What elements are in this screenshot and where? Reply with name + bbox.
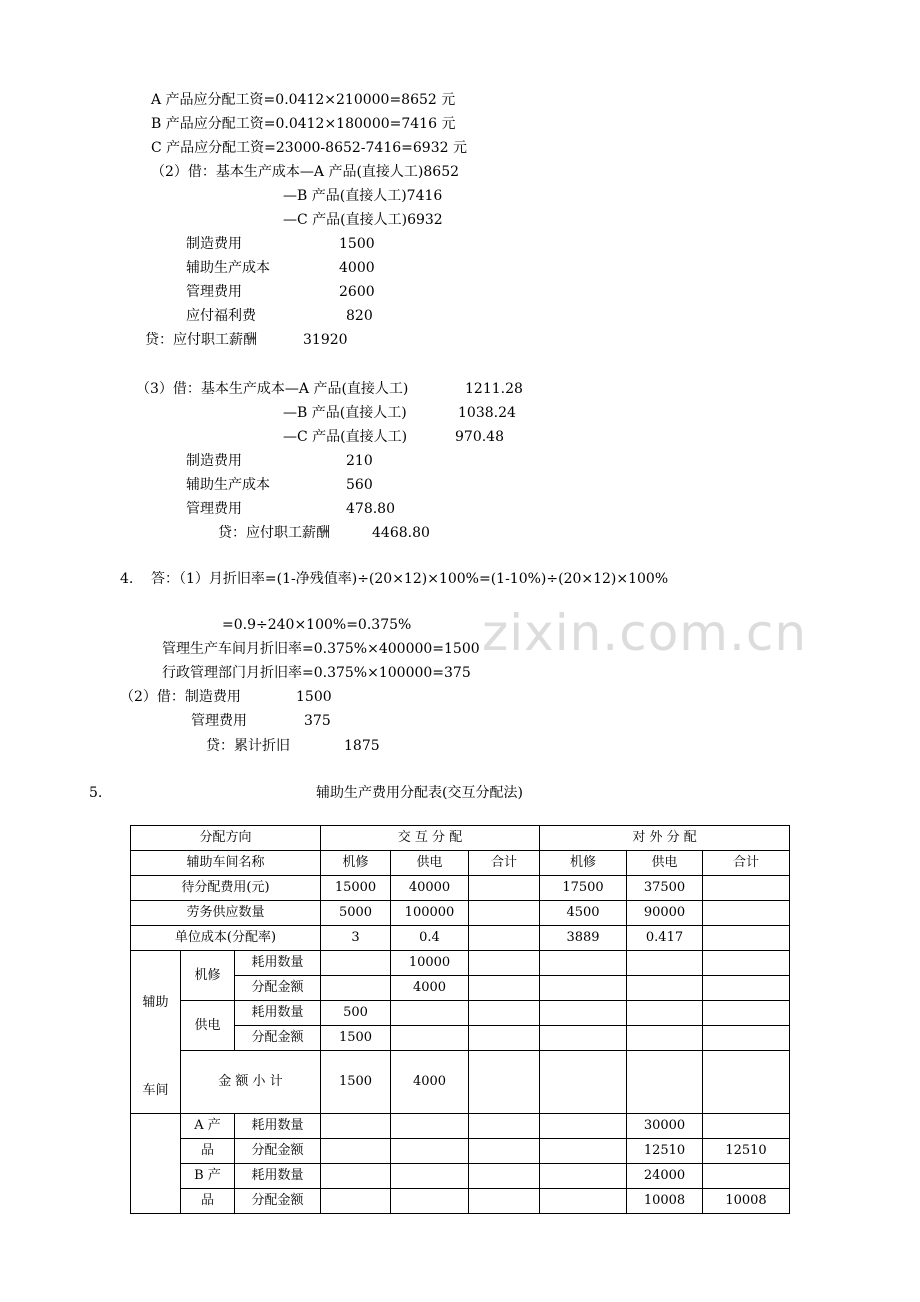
q4-number: 4. <box>120 571 134 587</box>
cell <box>540 1001 627 1026</box>
table-row <box>131 901 790 926</box>
subtotal-label: 金 额 小 计 <box>181 1051 321 1114</box>
cell: 100000 <box>391 901 469 926</box>
row-label-service-qty: 劳务供应数量 <box>131 901 321 926</box>
col-mutual-repair: 机修 <box>321 851 391 876</box>
cell: 12510 <box>703 1139 790 1164</box>
label-qty: 耗用数量 <box>235 951 321 976</box>
entry2-credit-value: 31920 <box>303 332 348 348</box>
q4-answer-line: 答：（1）月折旧率=(1-净残值率)÷(20×12)×100%=(1-10%)÷(20×12)×100% <box>151 571 669 587</box>
entry3-mfg-value: 210 <box>346 453 373 469</box>
cell <box>391 1189 469 1214</box>
header-external: 对 外 分 配 <box>540 826 790 851</box>
label-amount: 分配金额 <box>235 976 321 1001</box>
q4-debit-label: （2）借：制造费用 <box>120 689 241 705</box>
table-row <box>131 851 790 876</box>
cell <box>391 1001 469 1026</box>
entry2-mfg-value: 1500 <box>339 236 375 252</box>
cell: 4000 <box>391 976 469 1001</box>
cell: 10008 <box>627 1189 703 1214</box>
cell <box>469 1189 540 1214</box>
entry3-aux-label: 辅助生产成本 <box>186 477 270 493</box>
aux-group-label-top: 辅助 <box>142 995 169 1010</box>
cell <box>469 901 540 926</box>
col-external-repair: 机修 <box>540 851 627 876</box>
label-amount: 分配金额 <box>235 1139 321 1164</box>
cell <box>321 1114 391 1139</box>
q4-credit-value: 1875 <box>344 738 380 754</box>
entry2-c-line: —C 产品(直接人工)6932 <box>283 212 443 228</box>
q5-number: 5. <box>89 785 103 801</box>
entry3-mfg-label: 制造费用 <box>186 453 242 469</box>
q5-table-title: 辅助生产费用分配表(交互分配法) <box>316 785 523 801</box>
entry2-aux-value: 4000 <box>339 260 375 276</box>
cell: 4000 <box>391 1051 469 1114</box>
cell: 12510 <box>627 1139 703 1164</box>
dept-power: 供电 <box>181 1001 235 1051</box>
cell <box>469 1114 540 1139</box>
cell <box>703 876 790 901</box>
cell <box>469 1051 540 1114</box>
table-row <box>131 1001 790 1026</box>
aux-workshop-group <box>131 951 181 1114</box>
cell <box>469 876 540 901</box>
cell <box>321 1164 391 1189</box>
cell: 17500 <box>540 876 627 901</box>
entry2-welfare-label: 应付福利费 <box>186 308 256 324</box>
col-mutual-total: 合计 <box>469 851 540 876</box>
cell: 1500 <box>321 1026 391 1051</box>
cell <box>540 951 627 976</box>
cell <box>627 1026 703 1051</box>
cell <box>627 951 703 976</box>
product-b-label-bottom: 品 <box>181 1189 235 1214</box>
c-product-wage-line: C 产品应分配工资=23000-8652-7416=6932 元 <box>151 140 467 156</box>
entry2-mgmt-value: 2600 <box>339 284 375 300</box>
product-a-label-top: A 产 <box>181 1114 235 1139</box>
label-qty: 耗用数量 <box>235 1001 321 1026</box>
cell: 0.417 <box>627 926 703 951</box>
entry2-welfare-value: 820 <box>346 308 373 324</box>
cell <box>627 976 703 1001</box>
entry3-a-value: 1211.28 <box>465 381 523 397</box>
cell <box>321 1189 391 1214</box>
cell: 4500 <box>540 901 627 926</box>
cell <box>469 1001 540 1026</box>
header-direction: 分配方向 <box>131 826 321 851</box>
table-row <box>131 876 790 901</box>
label-qty: 耗用数量 <box>235 1164 321 1189</box>
table-row <box>131 951 790 976</box>
cell <box>703 1001 790 1026</box>
q4-mgmt-value: 375 <box>304 713 331 729</box>
entry3-credit-value: 4468.80 <box>372 525 430 541</box>
entry3-mgmt-value: 478.80 <box>346 501 395 517</box>
cell <box>703 901 790 926</box>
q4-result-line: =0.9÷240×100%=0.375% <box>222 617 412 633</box>
cell <box>391 1164 469 1189</box>
entry3-debit-line: （3）借：基本生产成本—A 产品(直接人工) <box>136 381 409 397</box>
entry2-mgmt-label: 管理费用 <box>186 284 242 300</box>
aux-group-label-bottom: 车间 <box>142 1083 169 1098</box>
cell <box>540 1139 627 1164</box>
watermark-text: zixin.com.cn <box>482 604 808 662</box>
cell <box>391 1114 469 1139</box>
cell <box>391 1139 469 1164</box>
cell: 37500 <box>627 876 703 901</box>
col-mutual-power: 供电 <box>391 851 469 876</box>
b-product-wage-line: B 产品应分配工资=0.0412×180000=7416 元 <box>151 116 456 132</box>
entry3-credit-label: 贷：应付职工薪酬 <box>218 525 330 541</box>
cell <box>540 1026 627 1051</box>
cell: 24000 <box>627 1164 703 1189</box>
cell <box>703 1114 790 1139</box>
cell: 30000 <box>627 1114 703 1139</box>
table-row <box>131 1189 790 1214</box>
table-row <box>131 1139 790 1164</box>
entry3-c-value: 970.48 <box>455 429 504 445</box>
entry2-b-line: —B 产品(直接人工)7416 <box>283 188 443 204</box>
cell <box>469 1139 540 1164</box>
cell: 3889 <box>540 926 627 951</box>
cell <box>540 1051 627 1114</box>
entry3-b-value: 1038.24 <box>458 405 516 421</box>
cell <box>540 1164 627 1189</box>
cell <box>321 1139 391 1164</box>
cell: 500 <box>321 1001 391 1026</box>
col-external-total: 合计 <box>703 851 790 876</box>
cell <box>321 976 391 1001</box>
cell <box>703 951 790 976</box>
entry3-c-line: —C 产品(直接人工) <box>283 429 408 445</box>
table-row <box>131 1114 790 1139</box>
cell: 10008 <box>703 1189 790 1214</box>
entry3-b-line: —B 产品(直接人工) <box>283 405 407 421</box>
cell: 40000 <box>391 876 469 901</box>
products-group <box>131 1114 181 1214</box>
cell: 0.4 <box>391 926 469 951</box>
cell <box>703 926 790 951</box>
cell: 1500 <box>321 1051 391 1114</box>
cell <box>469 926 540 951</box>
header-mutual: 交 互 分 配 <box>321 826 540 851</box>
cell <box>703 1051 790 1114</box>
cell <box>627 1001 703 1026</box>
table-row <box>131 1051 790 1114</box>
cell <box>540 1114 627 1139</box>
entry3-mgmt-label: 管理费用 <box>186 501 242 517</box>
cell: 5000 <box>321 901 391 926</box>
q4-workshop-line: 管理生产车间月折旧率=0.375%×400000=1500 <box>162 641 480 657</box>
product-a-label-bottom: 品 <box>181 1139 235 1164</box>
cell <box>627 1051 703 1114</box>
cell <box>469 976 540 1001</box>
dept-repair: 机修 <box>181 951 235 1001</box>
cell: 3 <box>321 926 391 951</box>
entry2-debit-line: （2）借：基本生产成本—A 产品(直接人工)8652 <box>151 164 460 180</box>
table-row <box>131 826 790 851</box>
cell <box>469 1026 540 1051</box>
cell: 15000 <box>321 876 391 901</box>
table-row <box>131 926 790 951</box>
row-label-unit-cost: 单位成本(分配率) <box>131 926 321 951</box>
product-b-label-top: B 产 <box>181 1164 235 1189</box>
cell <box>540 976 627 1001</box>
header-workshop: 辅助车间名称 <box>131 851 321 876</box>
entry3-aux-value: 560 <box>346 477 373 493</box>
cell <box>703 976 790 1001</box>
entry2-aux-label: 辅助生产成本 <box>186 260 270 276</box>
q4-debit-value: 1500 <box>296 689 332 705</box>
q4-admin-line: 行政管理部门月折旧率=0.375%×100000=375 <box>162 665 471 681</box>
cell <box>391 1026 469 1051</box>
entry2-credit-label: 贷：应付职工薪酬 <box>145 332 257 348</box>
label-amount: 分配金额 <box>235 1189 321 1214</box>
q4-mgmt-label: 管理费用 <box>191 713 247 729</box>
cell <box>469 951 540 976</box>
cell <box>703 1026 790 1051</box>
allocation-table <box>130 825 790 1214</box>
entry2-mfg-label: 制造费用 <box>186 236 242 252</box>
cell: 10000 <box>391 951 469 976</box>
cell: 90000 <box>627 901 703 926</box>
q4-credit-label: 贷：累计折旧 <box>206 738 290 754</box>
cell <box>469 1164 540 1189</box>
label-amount: 分配金额 <box>235 1026 321 1051</box>
table-row <box>131 1164 790 1189</box>
row-label-cost: 待分配费用(元) <box>131 876 321 901</box>
col-external-power: 供电 <box>627 851 703 876</box>
cell <box>703 1164 790 1189</box>
a-product-wage-line: A 产品应分配工资=0.0412×210000=8652 元 <box>151 92 456 108</box>
cell <box>321 951 391 976</box>
cell <box>540 1189 627 1214</box>
label-qty: 耗用数量 <box>235 1114 321 1139</box>
